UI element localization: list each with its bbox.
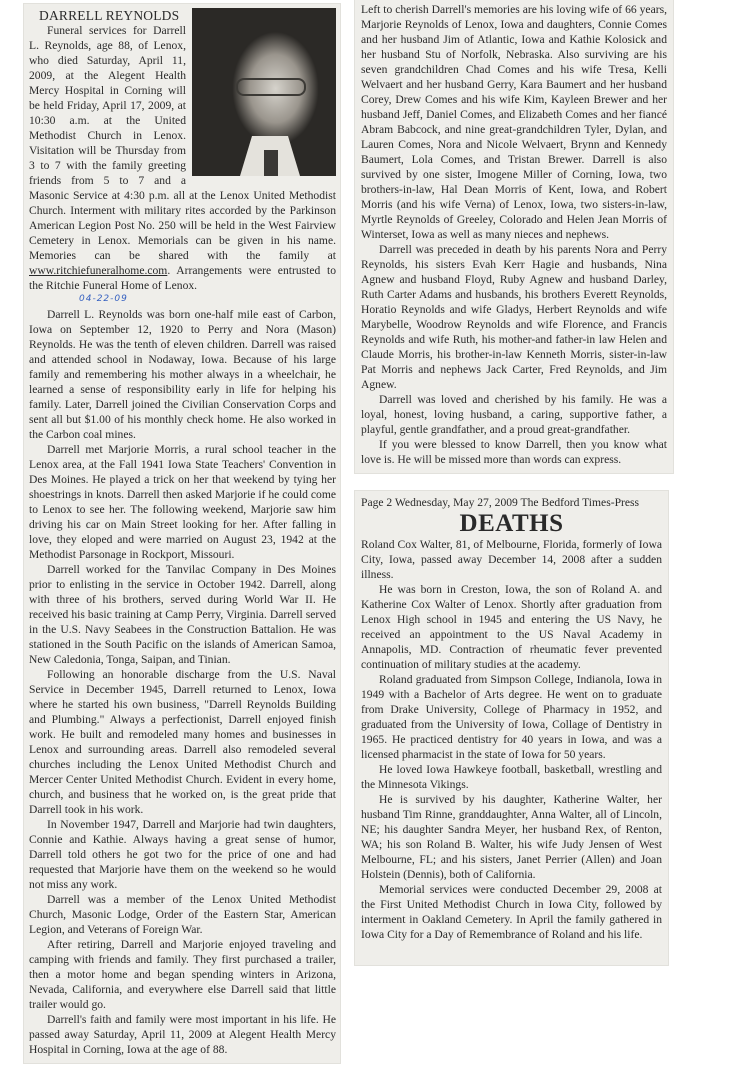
obituary-paragraph: Roland Cox Walter, 81, of Melbourne, Florida, formerly of Iowa City, Iowa, passed away December 14, 2008 after a sudden illness. <box>361 538 662 581</box>
funeral-text: Funeral services for Darrell L. Reynolds, age 88, of Lenox, who died Saturday, April 11, 2009, at the Alegent Health Mercy Hospital in Corning will be held Friday, April 17, 2009, at 10:30 a.m. at the United Methodist Church in Lenox. Visitation will be Thursday from 3 to 7 with the family greeting friends from 5 to 7 and a Masonic Service at 4:30 p.m. all at the Lenox United Methodist Church. Interment with military rites accorded by the Parkinson American Legion Post No. 250 will be held in the West Fairview Cemetery in Lenox. Memorials can be given in his name. Memories can be shared with the family at <box>29 24 336 262</box>
obituary-paragraph: If you were blessed to know Darrell, then you know what love is. He will be missed more than words can express. <box>361 438 667 466</box>
obituary-paragraph: Darrell L. Reynolds was born one-half mile east of Carbon, Iowa on September 12, 1920 to Perry and Nora (Mason) Reynolds. He was the tenth of eleven children. Darrell was raised and attended school in Nodaway, Iowa. Because of his large family and remembering his mother always in a wheelchair, he learned a sense of responsibility early in life for helping his family. Later, Darrell joined the Civilian Conservation Corps and sent all but $1.00 of his monthly check home. He also worked in the Carbon coal mines. <box>29 308 336 441</box>
obituary-paragraph: Darrell worked for the Tanvilac Company in Des Moines prior to enlisting in the service in October 1942. Darrell, along with three of his brothers, served during World War II. He received his basic training at Camp Perry, Virginia. Darrell served in the U.S. Navy Seabees in the Construction Battalion. He was stationed in the South Pacific on the islands of American Samoa, New Caledonia, Tonga, Saipan, and Tinian. <box>29 563 336 666</box>
newspaper-page-header: Page 2 Wednesday, May 27, 2009 The Bedford Times-Press <box>361 496 640 509</box>
obituary-paragraph: He is survived by his daughter, Katherine Walter, her husband Tim Rinne, granddaughter, Anna Walter, all of Lincoln, NE; his daughter Sandra Meyer, her husband Rex, of Renton, WA; his son Roland B. Walter, his wife Judy Jensen of West Melbourne, FL; and his sisters, Janet Perrier (Allen) and Joan Holstein (Dennis), both of California. <box>361 793 662 881</box>
obituary-paragraph: Darrell was loved and cherished by his family. He was a loyal, honest, loving husband, a caring, supportive father, a playful, gentle grandfather, and a proud great-grandfather. <box>361 393 667 436</box>
walter-obituary-clipping <box>355 491 668 965</box>
obituary-paragraph: Roland graduated from Simpson College, Indianola, Iowa in 1949 with a Bachelor of Arts degree. He went on to graduate from Drake University, College of Pharmacy in 1952, and graduated from the University of Iowa, Collage of Dentistry in 1965. He practiced dentistry for 40 years in Iowa, and was a licensed pharmacist in the state of Iowa for 50 years. <box>361 673 662 761</box>
obituary-paragraph: Darrell was a member of the Lenox United Methodist Church, Masonic Lodge, Order of the Eastern Star, American Legion, and Veterans of Foreign War. <box>29 893 336 936</box>
obituary-paragraph: Darrell's faith and family were most important in his life. He passed away Saturday, April 11, 2009 at Alegent Health Mercy Hospital in Corning, Iowa at the age of 88. <box>29 1013 336 1056</box>
section-title: DEATHS <box>459 510 564 537</box>
reynolds-obituary-clipping <box>24 4 340 1063</box>
obituary-paragraph: Left to cherish Darrell's memories are his loving wife of 66 years, Marjorie Reynolds of Lenox, Iowa and daughters, Connie Comes and her husband Jim of Atlantic, Iowa and Kathie Kolosick and her husband Stu of Norfolk, Nebraska. Also surviving are his seven grandchildren Chad Comes and his wife Tresa, Kelli Welvaert and her husband Gerry, Kara Baumert and her husband Corey, Drew Comes and his wife Kim, Kayleen Brewer and her husband Jeff, Daniel Comes, and Elizabeth Comes and her fiancé Abram Babcock, and nine great-grandchildren Tyler, Dylan, and Lauren Comes, Nora and Nicole Welvaert, Brynn and Kennedy Baumert, Lola Comes, and Tristan Brewer. Darrell is also survived by one sister, Imogene Miller of Corning, Iowa, two brothers-in-law, Hal Dean Morris of Kent, Iowa, and Robert Morris (and his wife Verna) of Lenox, Iowa, two sisters-in-law, Myrtle Reynolds of Greeley, Colorado and Helen Jean Morris of Winterset, Iowa as well as many nieces and nephews. <box>361 3 667 241</box>
obituary-paragraph: After retiring, Darrell and Marjorie enjoyed traveling and camping with friends and family. They first purchased a trailer, then a motor home and began spending winters in Arizona, Nevada, California, and everywhere else Darrell said that little trailer would go. <box>29 938 336 1011</box>
glasses-shape <box>236 78 306 96</box>
funeral-home-link[interactable]: www.ritchiefuneralhome.com <box>29 264 168 277</box>
obituary-heading: DARRELL REYNOLDS <box>39 8 180 23</box>
obituary-paragraph: Darrell met Marjorie Morris, a rural school teacher in the Lenox area, at the Fall 1941 Iowa State Teachers' Convention in Des Moines. He played a trick on her that weekend by tying her shoestrings in knots. Darrell then asked Marjorie if he could come to Lenox to see her. The following weekend, Marjorie saw him driving his car on Main Street looking for her. After falling in love, they eloped and were married on August 23, 1942 at the Methodist Parsonage in Rockport, Missouri. <box>29 443 336 561</box>
obituary-paragraph: He loved Iowa Hawkeye football, basketball, wrestling and the Minnesota Vikings. <box>361 763 662 791</box>
funeral-text-end: . Arrangements were entrusted to the Ritchie Funeral Home of Lenox. <box>29 264 336 292</box>
obituary-paragraph: In November 1947, Darrell and Marjorie had twin daughters, Connie and Kathie. Always having a great sense of humor, Darrell told others he got two for the price of one and had requested that Marjorie have them on the weekend so he would not miss any work. <box>29 818 336 891</box>
obituary-paragraph: Darrell was preceded in death by his parents Nora and Perry Reynolds, his sisters Evah Kerr Hagie and husbands, Nina Agnew and husband Floyd, Ruby Agnew and husband Darley, Ruth Carter Adams and husbands, his brothers Everett Reynolds, Horatio Reynolds and wife Gladys, Herbert Reynolds and wife Marybelle, Woodrow Reynolds and wife Florence, and Francis Reynolds and wife Ruth, his mother-and father-in law Helen and Claude Morris, his brother-in-law Kenneth Morris, sister-in-law Pat Morris and nephews Jack Carter, Fred Reynolds, and Jim Agnew. <box>361 243 667 391</box>
tie-shape <box>264 150 278 176</box>
handwritten-date: 04-22-09 <box>79 294 128 304</box>
portrait-photo <box>192 8 336 176</box>
reynolds-obituary-continued <box>355 0 673 473</box>
obituary-paragraph: He was born in Creston, Iowa, the son of Roland A. and Katherine Cox Walter of Lenox. Shortly after graduation from Lenox High school in 1945 and entering the US Navy, he received an appointment to the US Naval Academy in Annapolis, MD. Contraction of rheumatic fever prevented continuation of military studies at the academy. <box>361 583 662 671</box>
obituary-paragraph: Following an honorable discharge from the U.S. Naval Service in December 1945, Darrell returned to Lenox, Iowa where he started his own business, "Darrell Reynolds Building and Plumbing." Always a perfectionist, Darrell enjoyed finish work. He built and remodeled many homes and businesses in Lenox and surrounding areas. Darrell also remodeled several churches including the Lenox United Methodist Church and Mercer Center United Methodist Church. Evident in every home, church, and business that he worked on, is the great pride that Darrell took in his work. <box>29 668 336 816</box>
obituary-paragraph: Memorial services were conducted December 29, 2008 at the First United Methodist Church in Iowa City, followed by interment in Oakland Cemetery. In April the family gathered in Iowa City for a Day of Remembrance of Roland and his life. <box>361 883 662 941</box>
